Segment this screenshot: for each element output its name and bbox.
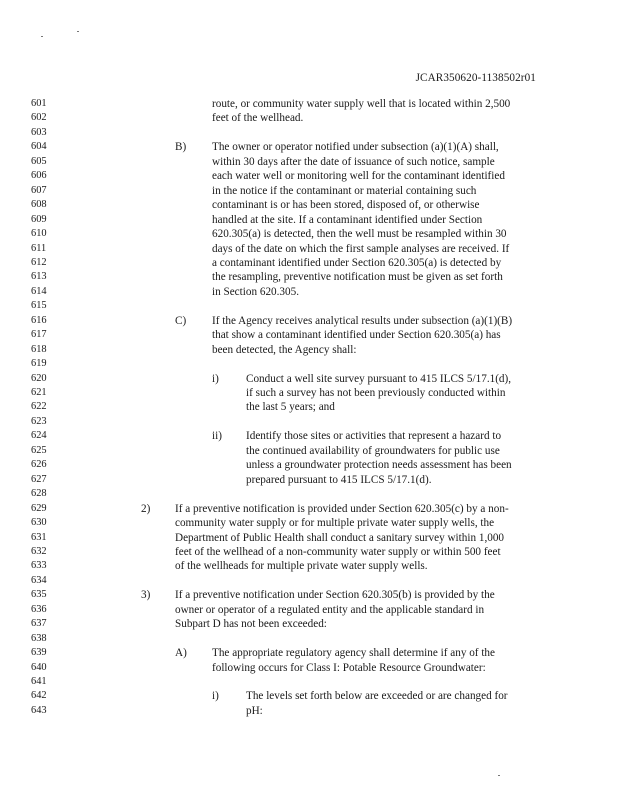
- line-number: 605: [31, 155, 47, 167]
- line-number: 612: [31, 256, 47, 268]
- line-text: been detected, the Agency shall:: [212, 343, 357, 356]
- line-number: 630: [31, 517, 47, 529]
- line-text: following occurs for Class I: Potable Resource Groundwater:: [212, 661, 486, 674]
- line-number: 626: [31, 459, 47, 471]
- line-number: 606: [31, 170, 47, 182]
- line-number: 621: [31, 387, 47, 398]
- line-number: 609: [31, 213, 47, 225]
- line-text: in Section 620.305.: [212, 285, 300, 298]
- line-text: Identify those sites or activities that represent a hazard to: [246, 430, 502, 443]
- line-text: a contaminant identified under Section 620.305(a) is detected by: [212, 256, 502, 269]
- line-number: 637: [31, 618, 47, 630]
- scan-speck: [498, 775, 500, 776]
- line-number: 602: [31, 112, 47, 124]
- subsection-label: 2): [141, 502, 151, 515]
- line-text: Subpart D has not been exceeded:: [175, 618, 327, 631]
- line-text: within 30 days after the date of issuance of such notice, sample: [212, 155, 495, 168]
- line-number: 610: [31, 228, 47, 240]
- line-text: of the wellheads for multiple private water supply wells.: [175, 560, 428, 573]
- subsection-label: C): [175, 314, 187, 327]
- line-text: if such a survey has not been previously conducted within: [246, 387, 506, 399]
- line-text: in the notice if the contaminant or material containing such: [212, 184, 477, 197]
- line-text: that show a contaminant identified under Section 620.305(a) has: [212, 329, 501, 342]
- line-text: community water supply or for multiple private water supply wells, the: [175, 517, 495, 530]
- line-text: feet of the wellhead.: [212, 112, 304, 125]
- line-number: 624: [31, 430, 47, 442]
- subsection-label: 3): [141, 589, 151, 602]
- line-number: 632: [31, 545, 47, 557]
- line-number: 615: [31, 300, 47, 312]
- line-number: 627: [31, 473, 47, 485]
- line-text: the last 5 years; and: [246, 401, 335, 414]
- line-text: If a preventive notification is provided under Section 620.305(c) by a non-: [175, 502, 509, 515]
- line-number: 625: [31, 444, 47, 456]
- line-text: The appropriate regulatory agency shall determine if any of the: [212, 647, 495, 660]
- line-number: 613: [31, 271, 47, 283]
- line-number: 601: [31, 98, 47, 109]
- document-id-header: JCAR350620-1138502r01: [415, 72, 536, 84]
- line-text: each water well or monitoring well for the contaminant identified: [212, 170, 505, 183]
- line-number: 642: [31, 690, 47, 702]
- line-text: pH:: [246, 704, 263, 717]
- line-text: owner or operator of a regulated entity and the applicable standard in: [175, 603, 485, 616]
- line-text: prepared pursuant to 415 ILCS 5/17.1(d).: [246, 473, 432, 486]
- line-number: 636: [31, 603, 47, 615]
- subsection-label: i): [212, 690, 219, 703]
- line-number: 616: [31, 314, 47, 326]
- line-text: route, or community water supply well that is located within 2,500: [212, 98, 511, 110]
- line-text: If the Agency receives analytical results under subsection (a)(1)(B): [212, 314, 513, 327]
- line-number: 622: [31, 401, 47, 413]
- line-text: days of the date on which the first sample analyses are received. If: [212, 242, 510, 255]
- line-number: 634: [31, 574, 47, 586]
- line-number: 603: [31, 126, 47, 138]
- line-number: 604: [31, 141, 47, 153]
- line-number: 641: [31, 676, 47, 687]
- line-number: 611: [31, 242, 47, 254]
- line-number: 617: [31, 329, 47, 341]
- line-text: 620.305(a) is detected, then the well must be resampled within 30: [212, 228, 507, 241]
- line-text: If a preventive notification under Section 620.305(b) is provided by the: [175, 589, 495, 602]
- scan-speck: [41, 36, 43, 37]
- line-text: handled at the site. If a contaminant identified under Section: [212, 213, 483, 226]
- line-number: 614: [31, 285, 47, 297]
- subsection-label: ii): [212, 430, 222, 443]
- line-number: 631: [31, 531, 47, 543]
- line-number: 635: [31, 589, 47, 601]
- line-number: 628: [31, 488, 47, 500]
- line-number: 620: [31, 372, 47, 384]
- subsection-label: A): [175, 647, 187, 660]
- line-number: 640: [31, 661, 47, 673]
- line-text: the continued availability of groundwaters for public use: [246, 444, 500, 457]
- line-number: 619: [31, 358, 47, 370]
- line-number: 639: [31, 647, 47, 659]
- line-number: 607: [31, 184, 47, 196]
- line-text: unless a groundwater protection needs assessment has been: [246, 459, 512, 472]
- subsection-label: B): [175, 141, 187, 154]
- line-number: 638: [31, 632, 47, 644]
- line-text: Department of Public Health shall conduct a sanitary survey within 1,000: [175, 531, 505, 544]
- line-number: 643: [31, 704, 47, 716]
- line-text: contaminant is or has been stored, disposed of, or otherwise: [212, 199, 480, 212]
- subsection-label: i): [212, 372, 219, 385]
- line-number: 633: [31, 560, 47, 572]
- line-number: 608: [31, 199, 47, 211]
- line-text: The levels set forth below are exceeded or are changed for: [246, 690, 508, 703]
- line-text: The owner or operator notified under subsection (a)(1)(A) shall,: [212, 141, 499, 154]
- line-text: feet of the wellhead of a non-community water supply or within 500 feet: [175, 545, 501, 558]
- line-number: 618: [31, 343, 47, 355]
- line-text: the resampling, preventive notification must be given as set forth: [212, 271, 503, 284]
- line-text: Conduct a well site survey pursuant to 415 ILCS 5/17.1(d),: [246, 372, 512, 385]
- scan-speck: [77, 31, 79, 32]
- line-number: 623: [31, 415, 47, 427]
- line-number: 629: [31, 502, 47, 514]
